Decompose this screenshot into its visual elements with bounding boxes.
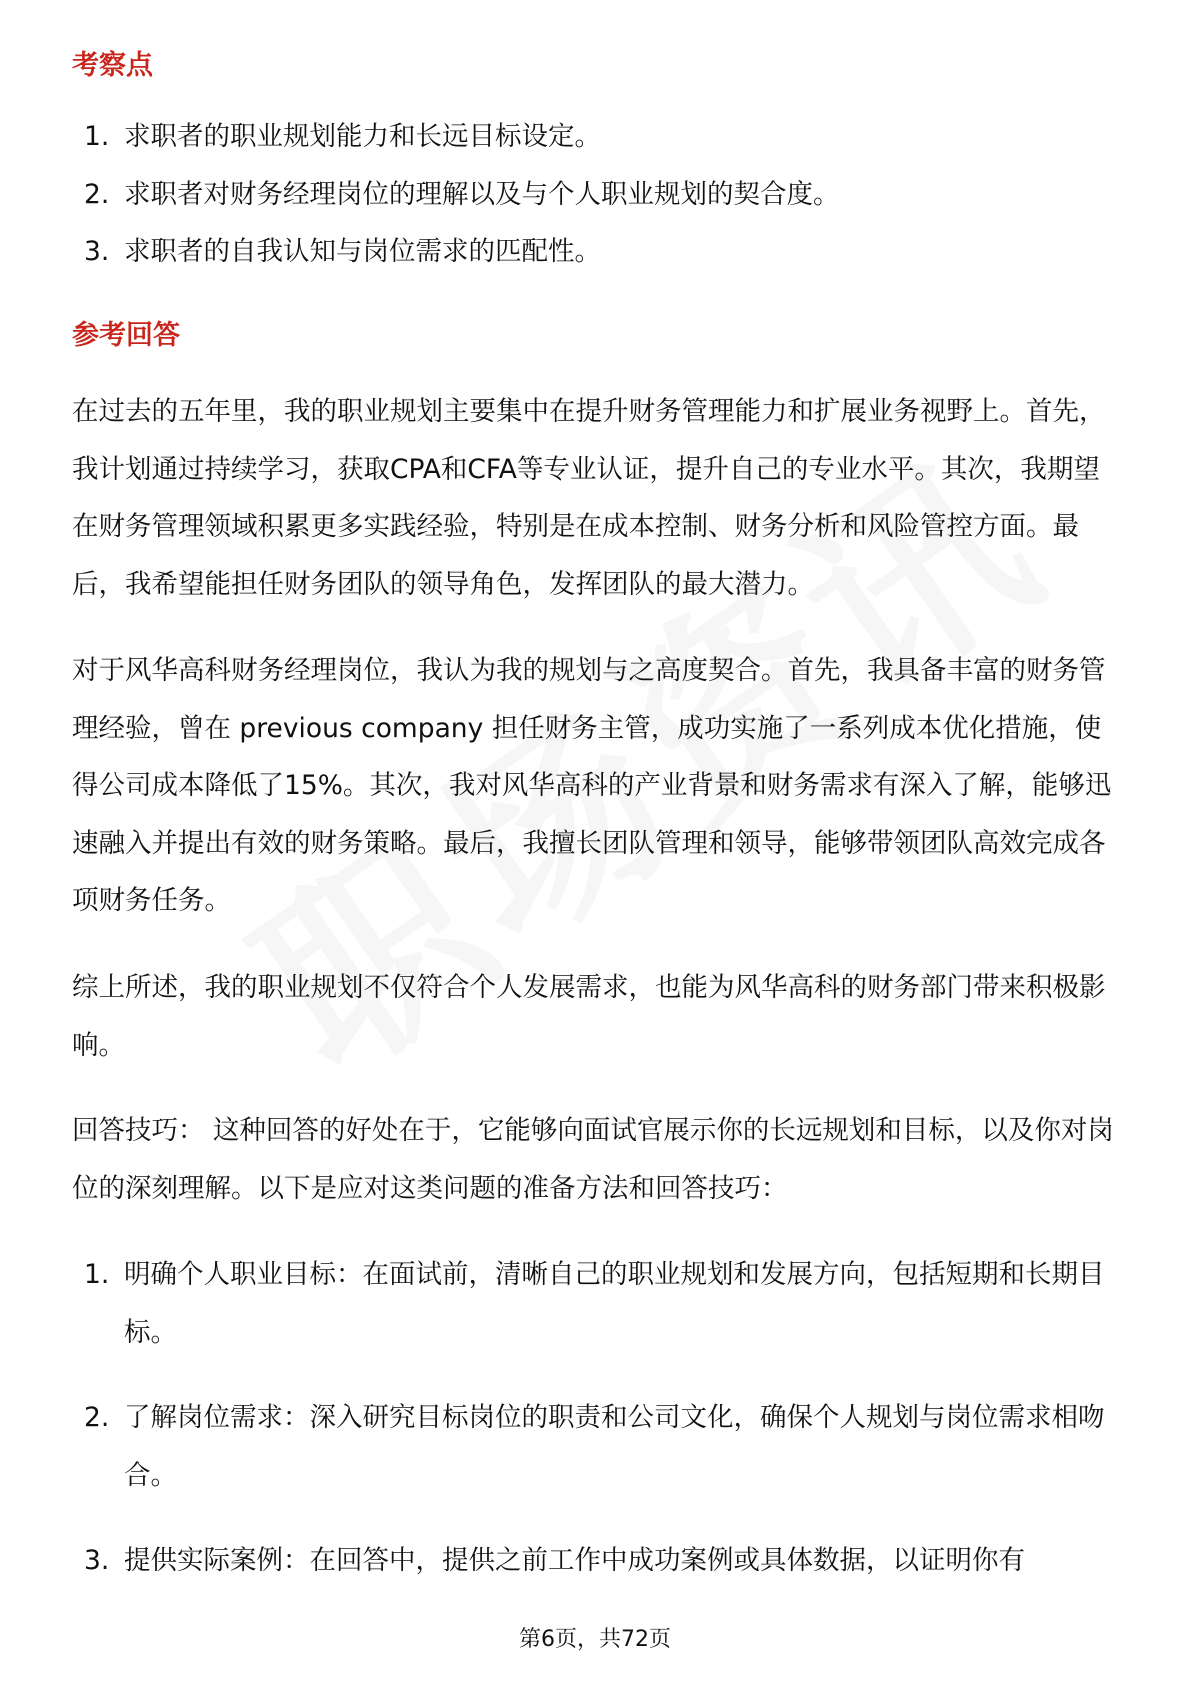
answer-paragraph-3: 综上所述，我的职业规划不仅符合个人发展需求，也能为风华高科的财务部门带来积极影响。 <box>72 972 1106 1061</box>
heading-reference-answer: 参考回答 <box>72 320 180 351</box>
list-item <box>0 223 1190 281</box>
list-item-text: 明确个人职业目标：在面试前，清晰自己的职业规划和发展方向，包括短期和长期目标。 <box>124 1259 1105 1348</box>
heading-examination-points: 考察点 <box>72 50 153 81</box>
list-item-number: 2. <box>84 1402 110 1433</box>
list-item-text: 求职者对财务经理岗位的理解以及与个人职业规划的契合度。 <box>124 178 840 210</box>
list-item-text: 求职者的职业规划能力和长远目标设定。 <box>124 121 601 152</box>
list-item <box>0 166 1190 224</box>
list-item <box>0 1246 1190 1361</box>
answer-paragraph-1: 在过去的五年里，我的职业规划主要集中在提升财务管理能力和扩展业务视野上。首先，我计划通过持续学习，获取CPA和CFA等专业认证，提升自己的专业水平。其次，我期望在财务管理领域积累更多实践经验，特别是在成本控制、财务分析和风险管控方面。最后，我希望能担任财务团队的领导角色，发挥团队的最大潜力。 <box>72 396 1106 600</box>
list-item-number: 2. <box>84 178 110 210</box>
list-item <box>0 1389 1190 1504</box>
list-item-text: 提供实际案例：在回答中，提供之前工作中成功案例或具体数据，以证明你有 <box>124 1545 1025 1576</box>
list-item-number: 1. <box>84 1259 110 1290</box>
list-item <box>0 1532 1190 1590</box>
list-item-text: 了解岗位需求：深入研究目标岗位的职责和公司文化，确保个人规划与岗位需求相吻合。 <box>124 1402 1105 1491</box>
answer-paragraph-2: 对于风华高科财务经理岗位，我认为我的规划与之高度契合。首先，我具备丰富的财务管理经验，曾在 previous company 担任财务主管，成功实施了一系列成本优化措施，使得公司成本降低了15%。其次，我对风华高科的产业背景和财务需求有深入了解，能够迅速融入并提出有效的财务策略。最后，我擅长团队管理和领导，能够带领团队高效完成各项财务任务。 <box>72 655 1112 916</box>
list-item-number: 3. <box>84 1545 110 1576</box>
list-item <box>0 108 1190 166</box>
list-item-number: 1. <box>84 121 110 152</box>
examination-points-list <box>0 108 1190 281</box>
list-item-text: 求职者的自我认知与岗位需求的匹配性。 <box>124 236 601 267</box>
tips-list <box>0 1246 1190 1590</box>
page-footer: 第6页，共72页 <box>519 1627 671 1652</box>
list-item-number: 3. <box>84 236 110 267</box>
answer-tips-intro: 回答技巧： 这种回答的好处在于，它能够向面试官展示你的长远规划和目标，以及你对岗位的深刻理解。以下是应对这类问题的准备方法和回答技巧： <box>72 1115 1114 1204</box>
